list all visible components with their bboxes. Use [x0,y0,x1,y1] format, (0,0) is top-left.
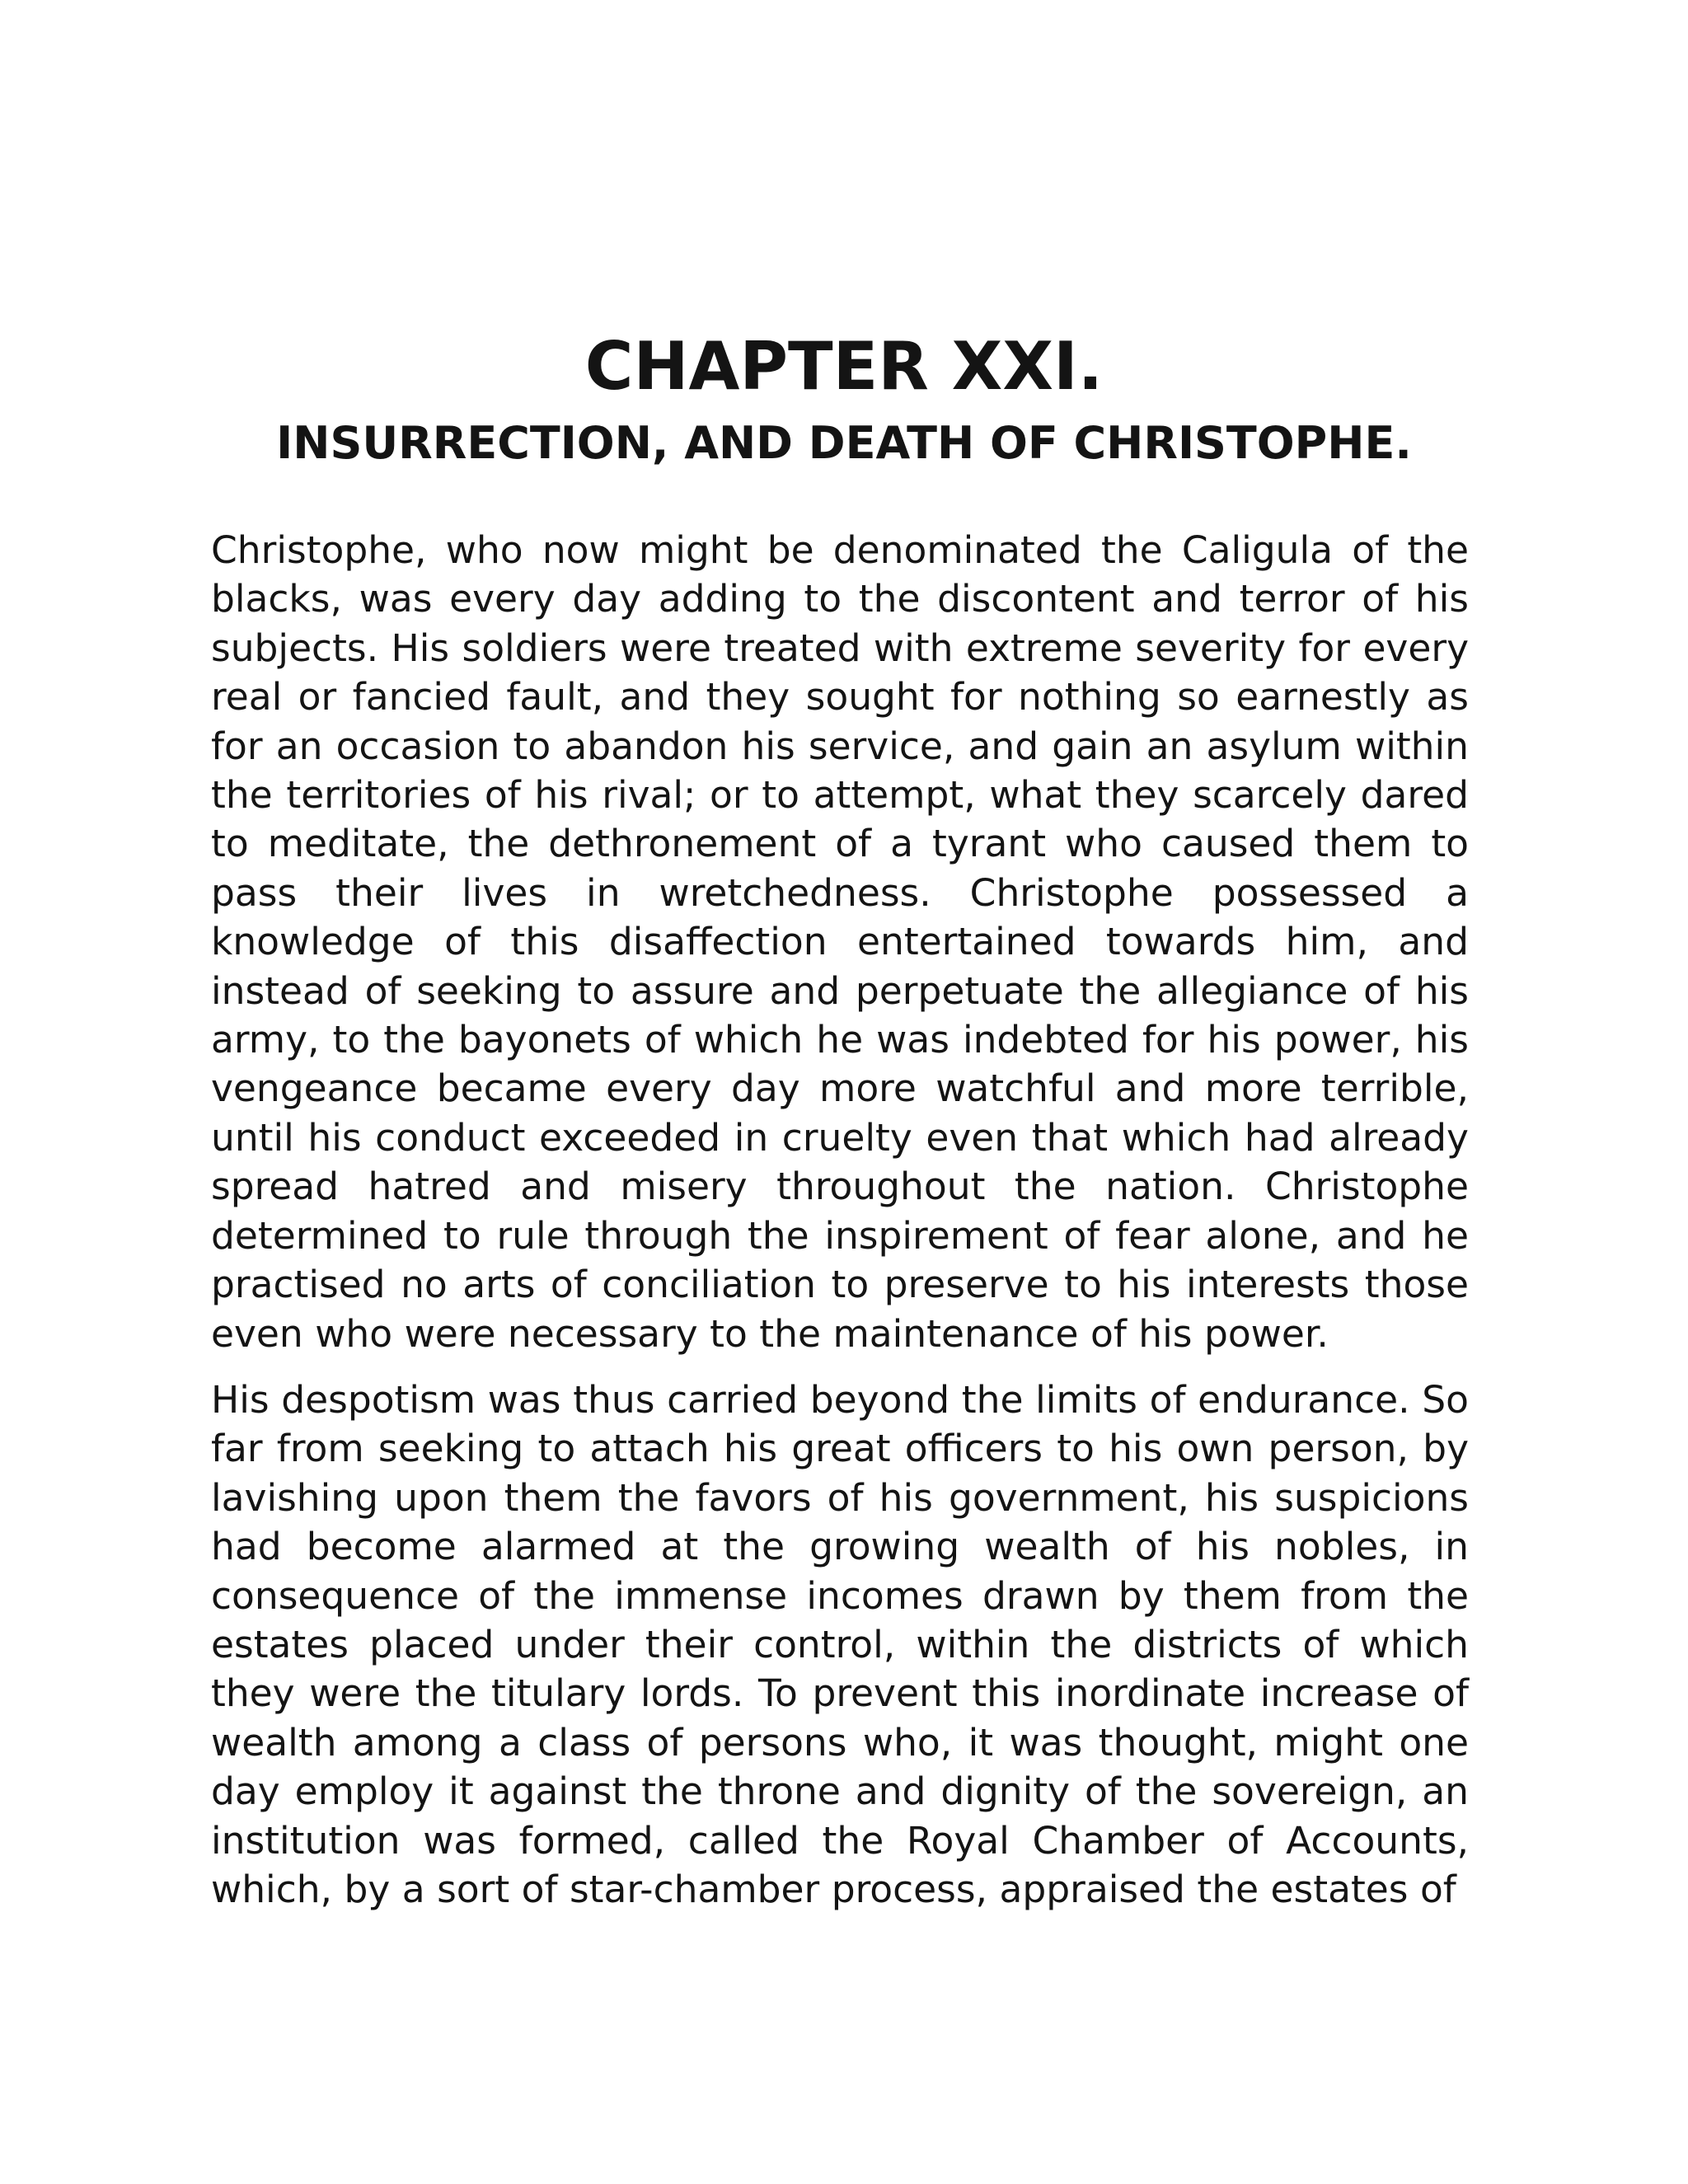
chapter-body [211,526,1469,1931]
paragraph-1: Christophe, who now might be denominated the Caligula of the blacks, was every day adding to the discontent and terror of his subjects. His soldiers were treated with extreme severity for every real or fancied fault, and they sought for nothing so earnestly as for an occasion to abandon his service, and gain an asylum within the territories of his rival; or to attempt, what they scarcely dared to meditate, the dethronement of a tyrant who caused them to pass their lives in wretchedness. Christophe possessed a knowledge of this disaffection entertained towards him, and instead of seeking to assure and perpetuate the allegiance of his army, to the bayonets of which he was indebted for his power, his vengeance became every day more watchful and more terrible, until his conduct exceeded in cruelty even that which had already spread hatred and misery throughout the nation. Christophe determined to rule through the inspirement of fear alone, and he practised no arts of conciliation to preserve to his interests those even who were necessary to the maintenance of his power. [211,528,1469,1356]
chapter-title: INSURRECTION, AND DEATH OF CHRISTOPHE. [276,417,1412,469]
chapter-number: CHAPTER XXI. [584,328,1104,405]
paragraph-2: His despotism was thus carried beyond the limits of endurance. So far from seeking to attach his great officers to his own person, by lavishing upon them the favors of his government, his suspicions had become alarmed at the growing wealth of his nobles, in consequence of the immense incomes drawn by them from the estates placed under their control, within the districts of which they were the titulary lords. To prevent this inordinate increase of wealth among a class of persons who, it was thought, might one day employ it against the throne and dignity of the sovereign, an institution was formed, called the Royal Chamber of Accounts, which, by a sort of star-chamber process, appraised the estates of [211,1377,1469,1911]
